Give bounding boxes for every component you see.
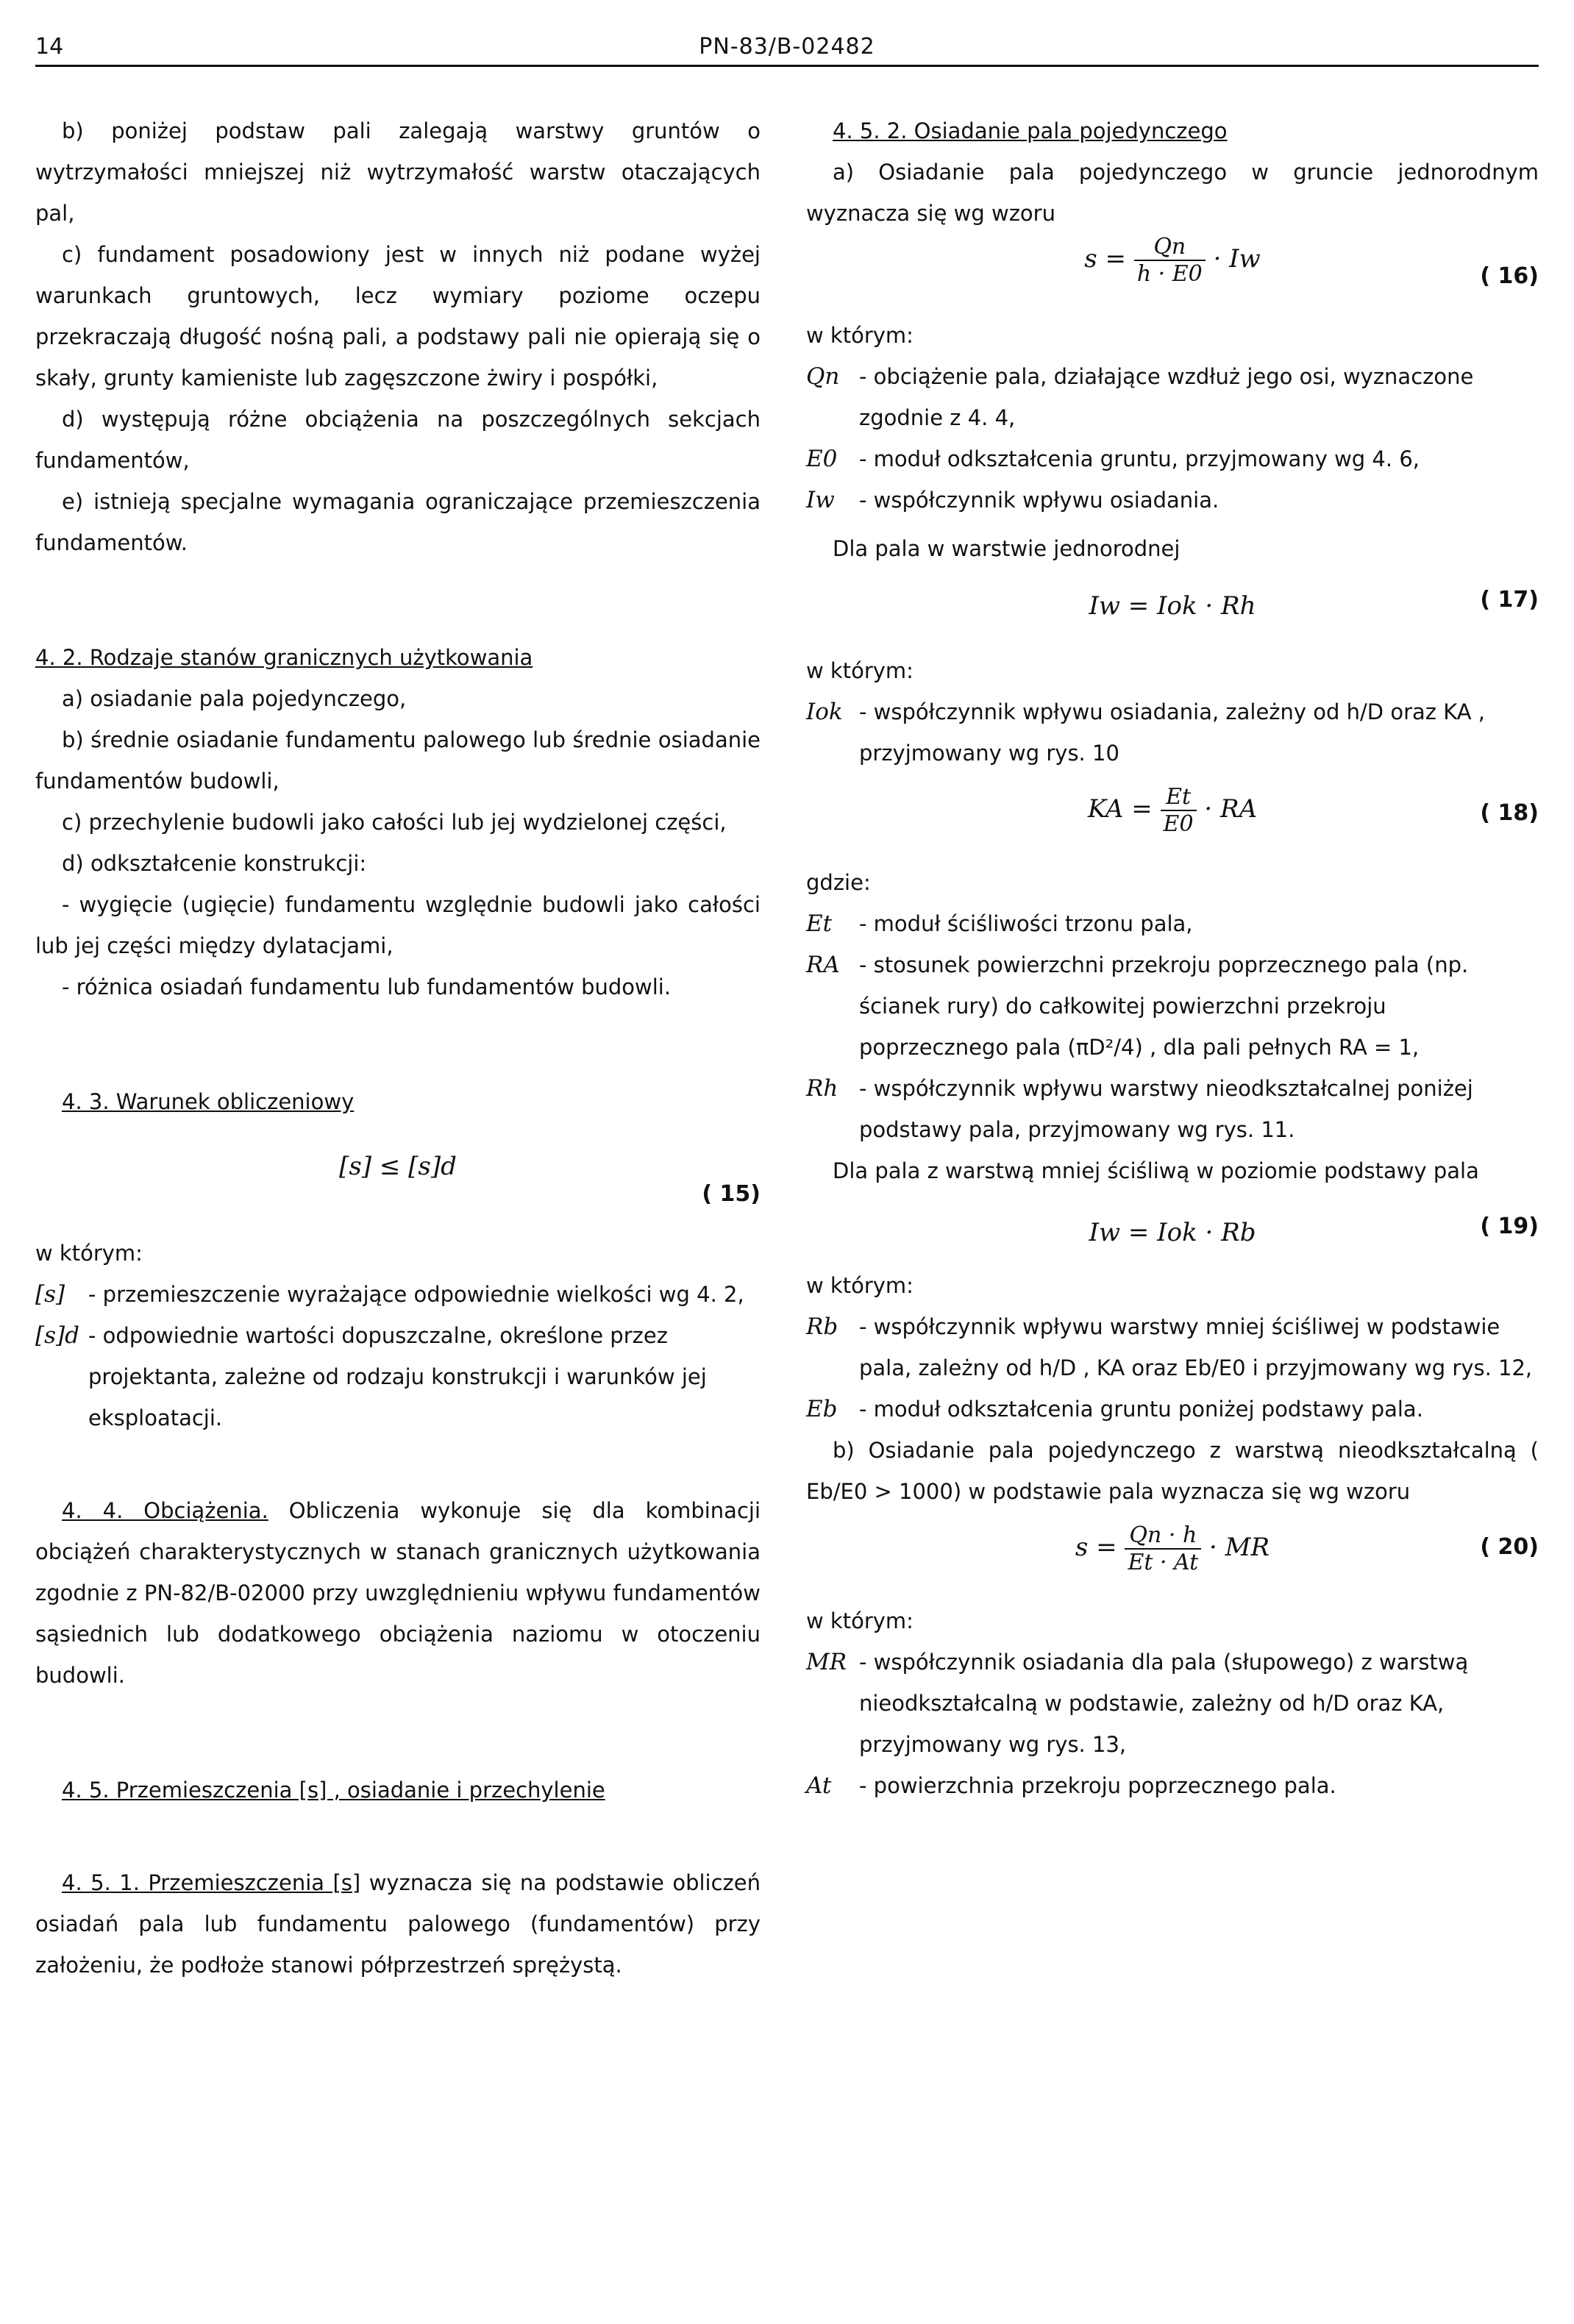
gdzie-label: gdzie: bbox=[806, 870, 871, 895]
formula-tail: · MR bbox=[1209, 1533, 1270, 1562]
list-item: b) średnie osiadanie fundamentu palowego lub średnie osiadanie fundamentów budowli, bbox=[35, 727, 761, 794]
fraction-numerator: Qn · h bbox=[1125, 1522, 1201, 1550]
symbol: [s]d bbox=[35, 1322, 79, 1349]
formula-lhs: KA = bbox=[1087, 794, 1153, 824]
symbol: Et bbox=[806, 910, 833, 937]
symbol: At bbox=[806, 1772, 832, 1799]
symbol: RA bbox=[806, 952, 840, 978]
page-number: 14 bbox=[35, 34, 64, 60]
standard-code: PN-83/B-02482 bbox=[699, 34, 875, 60]
symbol: Rh bbox=[806, 1075, 838, 1102]
formula-number: ( 18) bbox=[1480, 800, 1539, 826]
formula-expression: [s] ≤ [s]d bbox=[339, 1152, 457, 1181]
formula-number: ( 16) bbox=[1480, 263, 1539, 289]
formula-expression: Iw = Iok · Rb bbox=[1089, 1218, 1256, 1247]
definition: - powierzchnia przekroju poprzecznego pala. bbox=[859, 1773, 1336, 1798]
definition-list bbox=[806, 691, 1539, 774]
list-item: d) odkształcenie konstrukcji: bbox=[62, 851, 367, 876]
list-item: c) przechylenie budowli jako całości lub jej wydzielonej części, bbox=[62, 810, 727, 835]
fraction-denominator: E0 bbox=[1163, 811, 1194, 837]
fraction-denominator: h · E0 bbox=[1136, 261, 1203, 287]
definition: - współczynnik osiadania dla pala (słupowego) z warstwą nieodkształcalną w podstawie, zależny od h/D oraz KA, przyjmowany wg rys. 13, bbox=[859, 1650, 1469, 1757]
symbol: MR bbox=[806, 1649, 847, 1675]
formula-tail: · RA bbox=[1204, 794, 1258, 824]
section-heading: 4. 5. Przemieszczenia [s] , osiadanie i przechylenie bbox=[62, 1778, 605, 1803]
symbol: Iw bbox=[806, 487, 835, 513]
definition: - moduł odkształcenia gruntu poniżej podstawy pala. bbox=[859, 1397, 1423, 1422]
list-item: d) występują różne obciążenia na poszczególnych sekcjach fundamentów, bbox=[35, 407, 761, 473]
definition-list bbox=[35, 1274, 761, 1439]
fraction-numerator: Qn bbox=[1134, 234, 1206, 261]
definition: - stosunek powierzchni przekroju poprzecznego pala (np. ścianek rury) do całkowitej powierzchni przekroju poprzecznego pala (πD²/4) , dla pali pełnych RA = 1, bbox=[859, 952, 1469, 1060]
symbol: [s] bbox=[35, 1281, 65, 1308]
formula-15 bbox=[35, 1152, 761, 1233]
paragraph: a) Osiadanie pala pojedynczego w gruncie jednorodnym wyznacza się wg wzoru bbox=[806, 160, 1539, 226]
right-column bbox=[806, 110, 1539, 1806]
list-item: c) fundament posadowiony jest w innych niż podane wyżej warunkach gruntowych, lecz wymiary poziome oczepu przekraczają długość nośną pali, a podstawy pali nie opierają się o skały, grunty kamieniste lub zagęszczone żwiry i pospółki, bbox=[35, 242, 761, 391]
list-item: - wygięcie (ugięcie) fundamentu względnie budowli jako całości lub jej części między dylatacjami, bbox=[35, 892, 761, 958]
symbol: E0 bbox=[806, 446, 838, 472]
formula-18 bbox=[806, 774, 1539, 862]
formula-expression: Iw = Iok · Rh bbox=[1089, 591, 1256, 621]
formula-lhs: s = bbox=[1075, 1533, 1117, 1562]
section-heading: 4. 2. Rodzaje stanów granicznych użytkowania bbox=[35, 645, 533, 670]
fraction-numerator: Et bbox=[1161, 784, 1197, 811]
symbol: Eb bbox=[806, 1396, 838, 1422]
where-label: w którym: bbox=[806, 323, 914, 348]
definition: - współczynnik wpływu osiadania. bbox=[859, 488, 1219, 513]
formula-lhs: s = bbox=[1084, 244, 1127, 274]
list-item: b) poniżej podstaw pali zalegają warstwy gruntów o wytrzymałości mniejszej niż wytrzymałość warstw otaczających pal, bbox=[35, 118, 761, 226]
definition: - przemieszczenie wyrażające odpowiednie wielkości wg 4. 2, bbox=[88, 1282, 744, 1307]
formula-20 bbox=[806, 1512, 1539, 1600]
definition-list bbox=[806, 1642, 1539, 1806]
section-heading: 4. 5. 1. Przemieszczenia [s] bbox=[62, 1870, 361, 1895]
definition: - moduł odkształcenia gruntu, przyjmowany wg 4. 6, bbox=[859, 446, 1420, 471]
formula-16 bbox=[806, 234, 1539, 315]
symbol: Qn bbox=[806, 363, 840, 390]
symbol: Rb bbox=[806, 1314, 838, 1340]
formula-19 bbox=[806, 1191, 1539, 1265]
section-heading: 4. 3. Warunek obliczeniowy bbox=[62, 1089, 355, 1114]
paragraph-text: wyznacza się na podstawie obliczeń osiadań pala lub fundamentu palowego (fundamentów) przy założeniu, że podłoże stanowi półprzestrzeń sprężystą. bbox=[35, 1870, 761, 1978]
formula-tail: · Iw bbox=[1213, 244, 1261, 274]
symbol: Iok bbox=[806, 699, 843, 725]
list-item: - różnica osiadań fundamentu lub fundamentów budowli. bbox=[62, 974, 672, 999]
definition-list bbox=[806, 356, 1539, 521]
definition: - współczynnik wpływu osiadania, zależny od h/D oraz KA , przyjmowany wg rys. 10 bbox=[859, 699, 1486, 766]
paragraph bbox=[35, 1490, 761, 1696]
formula-number: ( 19) bbox=[1480, 1213, 1539, 1239]
list-item: e) istnieją specjalne wymagania ograniczające przemieszczenia fundamentów. bbox=[35, 489, 761, 555]
list-item: a) osiadanie pala pojedynczego, bbox=[62, 686, 407, 711]
where-label: w którym: bbox=[35, 1241, 143, 1266]
where-label: w którym: bbox=[806, 1608, 914, 1633]
formula-number: ( 20) bbox=[1480, 1534, 1539, 1560]
paragraph: Dla pala z warstwą mniej ściśliwą w poziomie podstawy pala bbox=[833, 1158, 1479, 1183]
definition-list bbox=[806, 1306, 1539, 1430]
where-label: w którym: bbox=[806, 658, 914, 683]
paragraph bbox=[35, 1862, 761, 1986]
paragraph: Dla pala w warstwie jednorodnej bbox=[833, 536, 1180, 561]
definition: - odpowiednie wartości dopuszczalne, określone przez projektanta, zależne od rodzaju konstrukcji i warunków jej eksploatacji. bbox=[88, 1323, 707, 1430]
definition: - obciążenie pala, działające wzdłuż jego osi, wyznaczone zgodnie z 4. 4, bbox=[859, 364, 1474, 430]
fraction-denominator: Et · At bbox=[1128, 1550, 1199, 1575]
formula-number: ( 17) bbox=[1480, 587, 1539, 613]
where-label: w którym: bbox=[806, 1273, 914, 1298]
formula-17 bbox=[806, 569, 1539, 650]
definition: - współczynnik wpływu warstwy nieodkształcalnej poniżej podstawy pala, przyjmowany wg rys. 11. bbox=[859, 1076, 1473, 1142]
definition-list bbox=[806, 903, 1539, 1150]
definition: - współczynnik wpływu warstwy mniej ściśliwej w podstawie pala, zależny od h/D , KA oraz Eb/E0 i przyjmowany wg rys. 12, bbox=[859, 1314, 1533, 1380]
definition: - moduł ściśliwości trzonu pala, bbox=[859, 911, 1193, 936]
left-column bbox=[35, 110, 761, 1986]
section-heading: 4. 4. Obciążenia. bbox=[62, 1498, 268, 1523]
paragraph: b) Osiadanie pala pojedynczego z warstwą nieodkształcalną ( Eb/E0 > 1000) w podstawie pala wyznacza się wg wzoru bbox=[806, 1438, 1539, 1504]
page-header bbox=[35, 29, 1539, 67]
section-heading: 4. 5. 2. Osiadanie pala pojedynczego bbox=[833, 118, 1228, 143]
paragraph-text: Obliczenia wykonuje się dla kombinacji obciążeń charakterystycznych w stanach granicznych użytkowania zgodnie z PN-82/B-02000 przy uwzględnieniu wpływu fundamentów sąsiednich lub dodatkowego obciążenia naziomu w otoczeniu budowli. bbox=[35, 1498, 761, 1688]
formula-number: ( 15) bbox=[702, 1181, 761, 1207]
